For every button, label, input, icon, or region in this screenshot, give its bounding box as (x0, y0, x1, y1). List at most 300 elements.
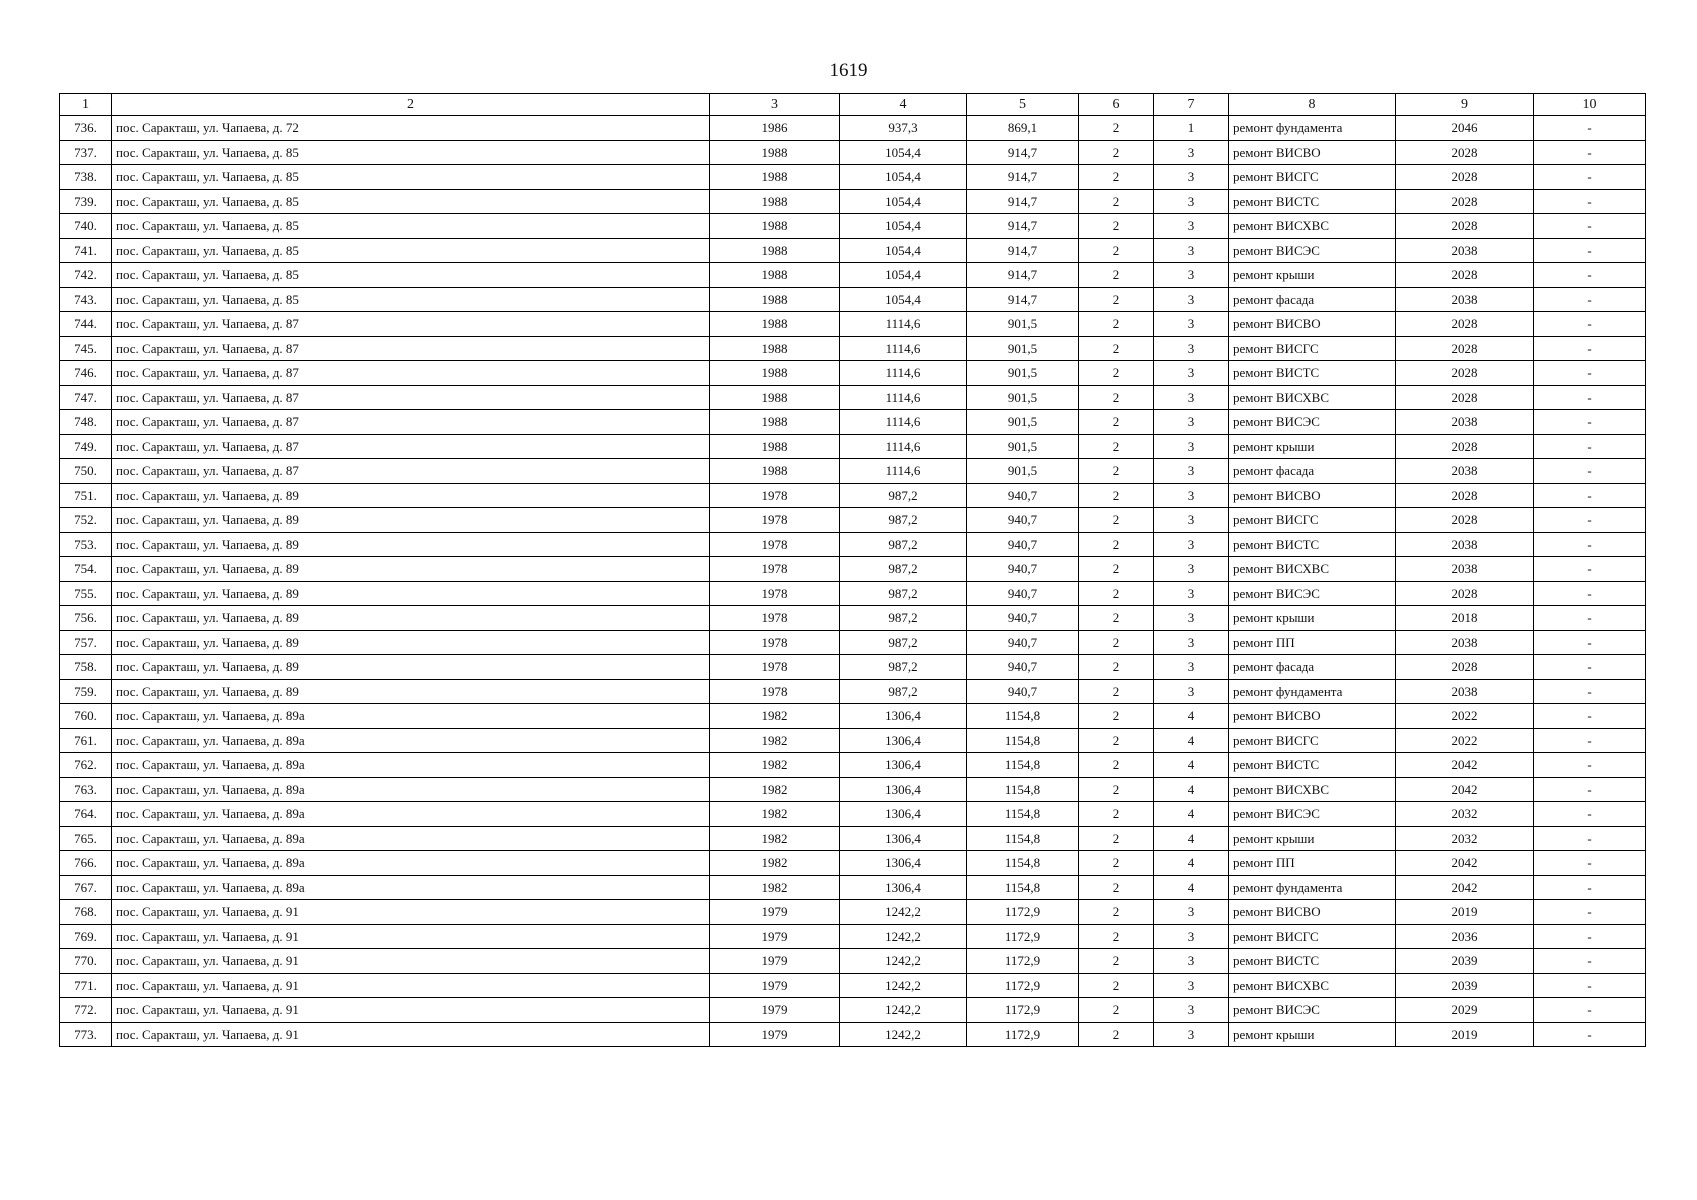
cell-floors: 2 (1079, 189, 1154, 214)
cell-planned-year: 2038 (1396, 557, 1534, 582)
cell-row-number: 757. (60, 630, 112, 655)
cell-total-area: 1306,4 (840, 704, 967, 729)
cell-row-number: 758. (60, 655, 112, 680)
cell-address: пос. Саракташ, ул. Чапаева, д. 85 (112, 287, 710, 312)
table-row (60, 630, 1646, 655)
cell-floors: 2 (1079, 336, 1154, 361)
cell-entrances: 4 (1154, 826, 1229, 851)
cell-row-number: 742. (60, 263, 112, 288)
cell-note: - (1534, 238, 1646, 263)
cell-address: пос. Саракташ, ул. Чапаева, д. 89а (112, 851, 710, 876)
cell-work-type: ремонт ВИСЭС (1229, 581, 1396, 606)
cell-year-built: 1982 (710, 753, 840, 778)
cell-planned-year: 2038 (1396, 459, 1534, 484)
cell-entrances: 3 (1154, 189, 1229, 214)
cell-note: - (1534, 949, 1646, 974)
cell-floors: 2 (1079, 508, 1154, 533)
table-row (60, 704, 1646, 729)
table-row (60, 606, 1646, 631)
table-row (60, 312, 1646, 337)
cell-living-area: 1172,9 (967, 1022, 1079, 1047)
cell-year-built: 1979 (710, 973, 840, 998)
table-row (60, 189, 1646, 214)
cell-row-number: 754. (60, 557, 112, 582)
cell-planned-year: 2038 (1396, 679, 1534, 704)
cell-row-number: 747. (60, 385, 112, 410)
cell-year-built: 1986 (710, 116, 840, 141)
cell-floors: 2 (1079, 312, 1154, 337)
cell-note: - (1534, 116, 1646, 141)
cell-row-number: 765. (60, 826, 112, 851)
cell-note: - (1534, 924, 1646, 949)
cell-note: - (1534, 312, 1646, 337)
cell-living-area: 1172,9 (967, 973, 1079, 998)
cell-total-area: 1054,4 (840, 287, 967, 312)
cell-address: пос. Саракташ, ул. Чапаева, д. 91 (112, 998, 710, 1023)
cell-living-area: 1154,8 (967, 826, 1079, 851)
cell-row-number: 749. (60, 434, 112, 459)
cell-address: пос. Саракташ, ул. Чапаева, д. 91 (112, 973, 710, 998)
cell-work-type: ремонт ВИСХВС (1229, 557, 1396, 582)
cell-total-area: 1054,4 (840, 238, 967, 263)
cell-year-built: 1979 (710, 924, 840, 949)
cell-living-area: 940,7 (967, 679, 1079, 704)
cell-planned-year: 2028 (1396, 189, 1534, 214)
cell-living-area: 1154,8 (967, 851, 1079, 876)
cell-total-area: 1114,6 (840, 385, 967, 410)
cell-planned-year: 2029 (1396, 998, 1534, 1023)
cell-work-type: ремонт фасада (1229, 655, 1396, 680)
table-row (60, 949, 1646, 974)
cell-total-area: 1306,4 (840, 753, 967, 778)
cell-note: - (1534, 508, 1646, 533)
cell-total-area: 987,2 (840, 630, 967, 655)
cell-year-built: 1978 (710, 655, 840, 680)
cell-floors: 2 (1079, 753, 1154, 778)
cell-work-type: ремонт ВИСЭС (1229, 802, 1396, 827)
data-table (59, 93, 1646, 1047)
cell-row-number: 768. (60, 900, 112, 925)
cell-entrances: 3 (1154, 1022, 1229, 1047)
cell-living-area: 1172,9 (967, 998, 1079, 1023)
cell-entrances: 3 (1154, 312, 1229, 337)
cell-planned-year: 2036 (1396, 924, 1534, 949)
cell-floors: 2 (1079, 434, 1154, 459)
cell-address: пос. Саракташ, ул. Чапаева, д. 85 (112, 140, 710, 165)
cell-planned-year: 2019 (1396, 1022, 1534, 1047)
cell-work-type: ремонт ВИСХВС (1229, 385, 1396, 410)
cell-work-type: ремонт ВИСВО (1229, 140, 1396, 165)
cell-row-number: 773. (60, 1022, 112, 1047)
cell-planned-year: 2028 (1396, 140, 1534, 165)
cell-entrances: 3 (1154, 214, 1229, 239)
cell-note: - (1534, 998, 1646, 1023)
cell-work-type: ремонт крыши (1229, 606, 1396, 631)
cell-planned-year: 2042 (1396, 777, 1534, 802)
cell-work-type: ремонт ВИСЭС (1229, 238, 1396, 263)
cell-entrances: 3 (1154, 336, 1229, 361)
cell-note: - (1534, 973, 1646, 998)
cell-note: - (1534, 140, 1646, 165)
cell-note: - (1534, 483, 1646, 508)
cell-work-type: ремонт фундамента (1229, 875, 1396, 900)
cell-work-type: ремонт крыши (1229, 1022, 1396, 1047)
cell-row-number: 740. (60, 214, 112, 239)
cell-total-area: 987,2 (840, 508, 967, 533)
cell-living-area: 1154,8 (967, 704, 1079, 729)
cell-work-type: ремонт ВИСЭС (1229, 998, 1396, 1023)
cell-year-built: 1978 (710, 508, 840, 533)
cell-planned-year: 2028 (1396, 581, 1534, 606)
cell-living-area: 869,1 (967, 116, 1079, 141)
cell-note: - (1534, 802, 1646, 827)
cell-total-area: 1242,2 (840, 949, 967, 974)
cell-entrances: 4 (1154, 728, 1229, 753)
cell-note: - (1534, 434, 1646, 459)
cell-planned-year: 2039 (1396, 949, 1534, 974)
cell-address: пос. Саракташ, ул. Чапаева, д. 89 (112, 630, 710, 655)
cell-entrances: 3 (1154, 238, 1229, 263)
cell-planned-year: 2028 (1396, 263, 1534, 288)
cell-entrances: 3 (1154, 655, 1229, 680)
table-row (60, 361, 1646, 386)
cell-work-type: ремонт фундамента (1229, 116, 1396, 141)
cell-floors: 2 (1079, 924, 1154, 949)
cell-total-area: 987,2 (840, 606, 967, 631)
cell-address: пос. Саракташ, ул. Чапаева, д. 85 (112, 189, 710, 214)
cell-living-area: 901,5 (967, 459, 1079, 484)
cell-work-type: ремонт ВИСХВС (1229, 973, 1396, 998)
cell-living-area: 914,7 (967, 263, 1079, 288)
cell-address: пос. Саракташ, ул. Чапаева, д. 87 (112, 410, 710, 435)
cell-work-type: ремонт ВИСГС (1229, 508, 1396, 533)
cell-note: - (1534, 557, 1646, 582)
cell-entrances: 4 (1154, 753, 1229, 778)
cell-entrances: 3 (1154, 973, 1229, 998)
table-row (60, 165, 1646, 190)
cell-work-type: ремонт фасада (1229, 459, 1396, 484)
column-header-10: 10 (1534, 94, 1646, 116)
cell-year-built: 1988 (710, 165, 840, 190)
cell-address: пос. Саракташ, ул. Чапаева, д. 89 (112, 483, 710, 508)
cell-row-number: 756. (60, 606, 112, 631)
cell-note: - (1534, 777, 1646, 802)
cell-living-area: 914,7 (967, 214, 1079, 239)
column-header-8: 8 (1229, 94, 1396, 116)
cell-living-area: 901,5 (967, 336, 1079, 361)
table-row (60, 1022, 1646, 1047)
cell-planned-year: 2028 (1396, 165, 1534, 190)
cell-entrances: 3 (1154, 949, 1229, 974)
cell-floors: 2 (1079, 165, 1154, 190)
table-row (60, 385, 1646, 410)
cell-entrances: 4 (1154, 851, 1229, 876)
cell-planned-year: 2022 (1396, 704, 1534, 729)
cell-entrances: 3 (1154, 385, 1229, 410)
cell-work-type: ремонт ВИСХВС (1229, 777, 1396, 802)
cell-note: - (1534, 214, 1646, 239)
page-number: 1619 (829, 60, 868, 81)
cell-note: - (1534, 630, 1646, 655)
cell-living-area: 940,7 (967, 532, 1079, 557)
cell-entrances: 3 (1154, 361, 1229, 386)
cell-floors: 2 (1079, 630, 1154, 655)
cell-year-built: 1978 (710, 581, 840, 606)
cell-floors: 2 (1079, 459, 1154, 484)
cell-note: - (1534, 532, 1646, 557)
cell-entrances: 3 (1154, 410, 1229, 435)
cell-living-area: 1172,9 (967, 924, 1079, 949)
column-header-1: 1 (60, 94, 112, 116)
cell-year-built: 1988 (710, 410, 840, 435)
cell-planned-year: 2028 (1396, 655, 1534, 680)
cell-work-type: ремонт ВИСВО (1229, 483, 1396, 508)
cell-total-area: 1114,6 (840, 312, 967, 337)
cell-floors: 2 (1079, 116, 1154, 141)
cell-work-type: ремонт крыши (1229, 826, 1396, 851)
cell-row-number: 771. (60, 973, 112, 998)
cell-floors: 2 (1079, 140, 1154, 165)
cell-floors: 2 (1079, 851, 1154, 876)
cell-floors: 2 (1079, 802, 1154, 827)
column-header-6: 6 (1079, 94, 1154, 116)
cell-floors: 2 (1079, 679, 1154, 704)
cell-floors: 2 (1079, 287, 1154, 312)
cell-living-area: 901,5 (967, 434, 1079, 459)
table-row (60, 459, 1646, 484)
table-row (60, 875, 1646, 900)
cell-row-number: 736. (60, 116, 112, 141)
cell-planned-year: 2038 (1396, 630, 1534, 655)
cell-note: - (1534, 165, 1646, 190)
cell-note: - (1534, 263, 1646, 288)
cell-entrances: 4 (1154, 704, 1229, 729)
table-row (60, 336, 1646, 361)
cell-row-number: 766. (60, 851, 112, 876)
cell-year-built: 1978 (710, 557, 840, 582)
cell-living-area: 914,7 (967, 238, 1079, 263)
cell-entrances: 3 (1154, 900, 1229, 925)
cell-entrances: 4 (1154, 802, 1229, 827)
cell-entrances: 3 (1154, 508, 1229, 533)
cell-living-area: 1172,9 (967, 900, 1079, 925)
cell-entrances: 4 (1154, 777, 1229, 802)
cell-living-area: 940,7 (967, 655, 1079, 680)
cell-living-area: 1154,8 (967, 753, 1079, 778)
cell-planned-year: 2042 (1396, 851, 1534, 876)
cell-total-area: 1054,4 (840, 140, 967, 165)
cell-planned-year: 2028 (1396, 385, 1534, 410)
cell-note: - (1534, 704, 1646, 729)
cell-work-type: ремонт фасада (1229, 287, 1396, 312)
table-row (60, 900, 1646, 925)
cell-planned-year: 2046 (1396, 116, 1534, 141)
cell-row-number: 745. (60, 336, 112, 361)
table-row (60, 508, 1646, 533)
cell-total-area: 1306,4 (840, 851, 967, 876)
cell-planned-year: 2028 (1396, 508, 1534, 533)
table-row (60, 753, 1646, 778)
cell-work-type: ремонт ВИСГС (1229, 336, 1396, 361)
cell-living-area: 901,5 (967, 410, 1079, 435)
cell-total-area: 1054,4 (840, 165, 967, 190)
cell-year-built: 1982 (710, 802, 840, 827)
cell-row-number: 750. (60, 459, 112, 484)
cell-work-type: ремонт ВИСЭС (1229, 410, 1396, 435)
cell-floors: 2 (1079, 777, 1154, 802)
cell-floors: 2 (1079, 826, 1154, 851)
cell-entrances: 3 (1154, 581, 1229, 606)
cell-total-area: 1242,2 (840, 924, 967, 949)
cell-work-type: ремонт ВИСГС (1229, 924, 1396, 949)
cell-address: пос. Саракташ, ул. Чапаева, д. 85 (112, 263, 710, 288)
cell-total-area: 1114,6 (840, 336, 967, 361)
cell-total-area: 1114,6 (840, 459, 967, 484)
cell-year-built: 1988 (710, 263, 840, 288)
cell-year-built: 1979 (710, 998, 840, 1023)
cell-living-area: 914,7 (967, 189, 1079, 214)
cell-floors: 2 (1079, 655, 1154, 680)
cell-living-area: 901,5 (967, 385, 1079, 410)
cell-entrances: 3 (1154, 140, 1229, 165)
cell-work-type: ремонт ВИСВО (1229, 312, 1396, 337)
cell-total-area: 1242,2 (840, 973, 967, 998)
cell-entrances: 3 (1154, 679, 1229, 704)
cell-year-built: 1978 (710, 606, 840, 631)
table-row (60, 851, 1646, 876)
cell-total-area: 1054,4 (840, 263, 967, 288)
cell-year-built: 1988 (710, 459, 840, 484)
cell-living-area: 1154,8 (967, 875, 1079, 900)
cell-planned-year: 2042 (1396, 753, 1534, 778)
cell-address: пос. Саракташ, ул. Чапаева, д. 89а (112, 777, 710, 802)
cell-planned-year: 2038 (1396, 287, 1534, 312)
cell-work-type: ремонт ВИСТС (1229, 949, 1396, 974)
cell-total-area: 1242,2 (840, 900, 967, 925)
cell-planned-year: 2042 (1396, 875, 1534, 900)
cell-floors: 2 (1079, 581, 1154, 606)
cell-work-type: ремонт ВИСТС (1229, 189, 1396, 214)
cell-floors: 2 (1079, 949, 1154, 974)
cell-total-area: 1114,6 (840, 361, 967, 386)
cell-row-number: 764. (60, 802, 112, 827)
table-row (60, 728, 1646, 753)
cell-year-built: 1979 (710, 1022, 840, 1047)
cell-entrances: 3 (1154, 606, 1229, 631)
cell-address: пос. Саракташ, ул. Чапаева, д. 89а (112, 728, 710, 753)
cell-row-number: 741. (60, 238, 112, 263)
cell-note: - (1534, 655, 1646, 680)
table-row (60, 434, 1646, 459)
cell-year-built: 1988 (710, 238, 840, 263)
cell-living-area: 1172,9 (967, 949, 1079, 974)
cell-year-built: 1988 (710, 385, 840, 410)
cell-year-built: 1988 (710, 312, 840, 337)
cell-floors: 2 (1079, 900, 1154, 925)
cell-work-type: ремонт ВИСТС (1229, 361, 1396, 386)
table-row (60, 924, 1646, 949)
cell-year-built: 1988 (710, 214, 840, 239)
column-header-9: 9 (1396, 94, 1534, 116)
cell-row-number: 761. (60, 728, 112, 753)
column-header-3: 3 (710, 94, 840, 116)
cell-address: пос. Саракташ, ул. Чапаева, д. 87 (112, 385, 710, 410)
cell-entrances: 3 (1154, 532, 1229, 557)
cell-work-type: ремонт ВИСГС (1229, 728, 1396, 753)
cell-entrances: 3 (1154, 263, 1229, 288)
cell-work-type: ремонт ВИСВО (1229, 704, 1396, 729)
cell-row-number: 755. (60, 581, 112, 606)
cell-total-area: 987,2 (840, 679, 967, 704)
table-row (60, 655, 1646, 680)
cell-floors: 2 (1079, 875, 1154, 900)
cell-total-area: 1242,2 (840, 1022, 967, 1047)
cell-year-built: 1979 (710, 900, 840, 925)
cell-living-area: 914,7 (967, 287, 1079, 312)
cell-living-area: 901,5 (967, 361, 1079, 386)
cell-row-number: 739. (60, 189, 112, 214)
cell-address: пос. Саракташ, ул. Чапаева, д. 89 (112, 508, 710, 533)
table-row (60, 973, 1646, 998)
cell-row-number: 744. (60, 312, 112, 337)
cell-note: - (1534, 1022, 1646, 1047)
cell-note: - (1534, 287, 1646, 312)
cell-entrances: 3 (1154, 434, 1229, 459)
cell-planned-year: 2018 (1396, 606, 1534, 631)
cell-year-built: 1988 (710, 287, 840, 312)
cell-living-area: 914,7 (967, 165, 1079, 190)
cell-total-area: 1306,4 (840, 802, 967, 827)
cell-entrances: 3 (1154, 287, 1229, 312)
cell-year-built: 1982 (710, 777, 840, 802)
cell-total-area: 987,2 (840, 655, 967, 680)
cell-row-number: 772. (60, 998, 112, 1023)
cell-floors: 2 (1079, 1022, 1154, 1047)
cell-work-type: ремонт ВИСТС (1229, 532, 1396, 557)
cell-address: пос. Саракташ, ул. Чапаева, д. 85 (112, 165, 710, 190)
cell-note: - (1534, 189, 1646, 214)
table-row (60, 581, 1646, 606)
cell-total-area: 1306,4 (840, 777, 967, 802)
cell-planned-year: 2038 (1396, 532, 1534, 557)
cell-planned-year: 2032 (1396, 802, 1534, 827)
cell-row-number: 753. (60, 532, 112, 557)
cell-floors: 2 (1079, 532, 1154, 557)
table-row (60, 140, 1646, 165)
cell-total-area: 1054,4 (840, 214, 967, 239)
cell-planned-year: 2028 (1396, 483, 1534, 508)
cell-entrances: 3 (1154, 165, 1229, 190)
cell-address: пос. Саракташ, ул. Чапаева, д. 91 (112, 900, 710, 925)
cell-planned-year: 2038 (1396, 238, 1534, 263)
column-header-2: 2 (112, 94, 710, 116)
cell-address: пос. Саракташ, ул. Чапаева, д. 87 (112, 434, 710, 459)
cell-entrances: 3 (1154, 630, 1229, 655)
cell-row-number: 748. (60, 410, 112, 435)
table-row (60, 116, 1646, 141)
cell-row-number: 746. (60, 361, 112, 386)
cell-total-area: 1306,4 (840, 875, 967, 900)
cell-work-type: ремонт ВИСХВС (1229, 214, 1396, 239)
table-row (60, 532, 1646, 557)
cell-year-built: 1978 (710, 630, 840, 655)
cell-floors: 2 (1079, 728, 1154, 753)
cell-floors: 2 (1079, 410, 1154, 435)
cell-work-type: ремонт фундамента (1229, 679, 1396, 704)
cell-work-type: ремонт ПП (1229, 851, 1396, 876)
cell-row-number: 751. (60, 483, 112, 508)
cell-floors: 2 (1079, 361, 1154, 386)
